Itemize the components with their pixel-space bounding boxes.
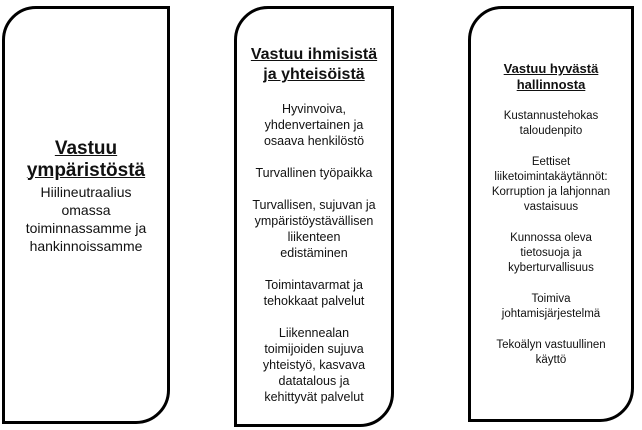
card-people-communities bbox=[234, 6, 394, 427]
card-item: Toimiva johtamisjärjestelmä bbox=[501, 293, 601, 320]
card-title: Vastuu ympäristöstä bbox=[26, 137, 146, 181]
card-item: Liikennealan toimijoiden sujuva yhteistyö, kasvava datatalous ja kehittyvät palvelut bbox=[262, 326, 366, 404]
card-item: Kustannustehokas taloudenpito bbox=[503, 110, 599, 137]
card-title: Vastuu hyvästä hallinnosta bbox=[503, 61, 599, 92]
card-title: Vastuu ihmisistä ja yhteisöistä bbox=[250, 46, 378, 83]
card-good-governance bbox=[468, 6, 634, 422]
card-item: Turvallisen, sujuvan ja ympäristöystävällisen liikenteen edistäminen bbox=[252, 198, 376, 260]
card-item: Hiilineutraalius omassa toiminnassamme ja hankinnoissamme bbox=[25, 183, 147, 254]
card-item: Hyvinvoiva, yhdenvertainen ja osaava henkilöstö bbox=[263, 102, 365, 148]
card-item: Eettiset liiketoimintakäytännöt: Korruption ja lahjonnan vastaisuus bbox=[491, 156, 611, 213]
card-item: Kunnossa oleva tietosuoja ja kyberturvallisuus bbox=[508, 232, 594, 274]
card-environment bbox=[2, 6, 170, 424]
card-item: Turvallinen työpaikka bbox=[255, 166, 373, 180]
card-item: Tekoälyn vastuullinen käyttö bbox=[496, 339, 606, 366]
card-item: Toimintavarmat ja tehokkaat palvelut bbox=[263, 278, 365, 308]
